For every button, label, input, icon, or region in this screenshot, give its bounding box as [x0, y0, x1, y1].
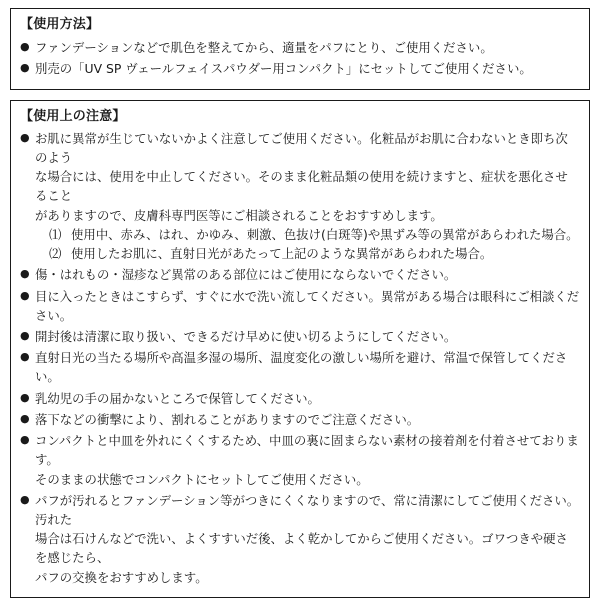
list-item: [20, 129, 580, 264]
bullet-icon: ●: [20, 329, 30, 342]
usage-section: [10, 8, 590, 90]
numbered-sub-list: [35, 225, 580, 263]
list-item-line: そのままの状態でコンパクトにセットしてご使用ください。: [35, 471, 369, 487]
list-item-line: 場合は石けんなどで洗い、よくすすいだ後、よく乾かしてからご使用ください。ゴワつきや硬さを感じたら、: [35, 531, 568, 566]
list-item-line: 別売の「UV SP ヴェールフェイスパウダー用コンパクト」にセットしてご使用ください。: [35, 61, 532, 77]
list-item-line: がありますので、皮膚科専門医等にご相談されることをおすすめします。: [35, 207, 443, 223]
list-item-line: ファンデーションなどで肌色を整えてから、適量をパフにとり、ご使用ください。: [35, 40, 493, 56]
list-item: [20, 491, 580, 587]
sub-list-item: [49, 244, 580, 263]
list-item: [20, 327, 580, 346]
bullet-icon: ●: [20, 350, 30, 364]
list-item-line: お肌に異常が生じていないかよく注意してご使用ください。化粧品がお肌に合わないとき即ち次のよう: [35, 130, 568, 166]
list-item-line: な場合には、使用を中止してください。そのまま化粧品類の使用を続けますと、症状を悪化させること: [35, 169, 568, 204]
bullet-icon: ●: [20, 433, 30, 447]
bullet-icon: ●: [20, 40, 30, 54]
bullet-icon: ●: [20, 411, 30, 425]
sub-list-text: 使用中、赤み、はれ、かゆみ、刺激、色抜け(白斑等)や黒ずみ等の異常があらわれた場合。: [71, 226, 579, 242]
list-item-line: 直射日光の当たる場所や高温多湿の場所、温度変化の激しい場所を避け、常温で保管してください。: [35, 350, 568, 385]
bullet-icon: ●: [20, 492, 30, 506]
list-item-line: パフの交換をおすすめします。: [35, 569, 208, 585]
caution-item-list: [20, 129, 580, 587]
list-item-line: 乳幼児の手の届かないところで保管してください。: [35, 390, 320, 406]
sub-list-item: [49, 225, 580, 244]
bullet-icon: ●: [20, 61, 30, 75]
caution-section-title: 【使用上の注意】: [20, 108, 126, 124]
usage-item-list: [20, 38, 580, 78]
sub-list-text: 使用したお肌に、直射日光があたって上記のような異常があらわれた場合。: [71, 246, 493, 262]
list-item: [20, 389, 580, 408]
sub-list-number: ⑴: [49, 226, 62, 242]
list-item: [20, 38, 580, 57]
list-item-line: パフが汚れるとファンデーション等がつきにくくなりますので、常に清潔にしてご使用ください。汚れた: [35, 492, 580, 527]
list-item: [20, 431, 580, 489]
list-item-line: 落下などの衝撃により、割れることがありますのでご注意ください。: [35, 411, 420, 427]
bullet-icon: ●: [20, 288, 30, 302]
bullet-icon: ●: [20, 130, 30, 144]
caution-section: [10, 100, 590, 598]
list-item-line: 傷・はれもの・湿疹など異常のある部位にはご使用にならないでください。: [35, 267, 457, 283]
list-item: [20, 410, 580, 429]
list-item: [20, 59, 580, 78]
sub-list-number: ⑵: [49, 246, 62, 262]
bullet-icon: ●: [20, 267, 30, 281]
list-item: [20, 265, 580, 284]
list-item: [20, 287, 580, 325]
list-item: [20, 348, 580, 386]
bullet-icon: ●: [20, 390, 30, 404]
list-item-line: 目に入ったときはこすらず、すぐに水で洗い流してください。異常がある場合は眼科にご相談ください。: [35, 288, 580, 323]
usage-section-title: 【使用方法】: [20, 17, 100, 32]
list-item-line: コンパクトと中皿を外れにくくするため、中皿の裏に固まらない素材の接着剤を付着させております。: [35, 433, 579, 468]
list-item-line: 開封後は清潔に取り扱い、できるだけ早めに使い切るようにしてください。: [35, 329, 457, 344]
